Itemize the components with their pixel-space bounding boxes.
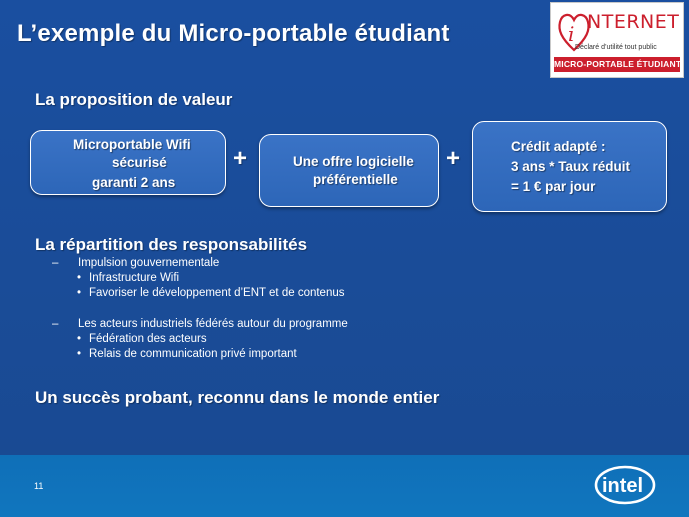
heading-responsibilities: La répartition des responsabilités xyxy=(35,235,308,254)
footer-band xyxy=(0,455,689,517)
page-number: 11 xyxy=(34,481,44,491)
logo-wordmark: NTERNET xyxy=(587,11,680,33)
intel-wordmark: intel xyxy=(602,475,644,497)
bullet-icon: • xyxy=(77,272,82,284)
intel-logo xyxy=(593,462,657,506)
box-line: Une offre logicielle xyxy=(293,154,414,169)
sub-list-item-label: Fédération des acteurs xyxy=(89,333,207,345)
box-line: garanti 2 ans xyxy=(92,175,176,190)
bullet-icon: • xyxy=(77,333,82,345)
plus-sign: + xyxy=(446,145,461,172)
box-line: Crédit adapté : xyxy=(511,139,606,154)
sub-list-item-label: Favoriser le développement d’ENT et de contenus xyxy=(89,287,345,299)
slide-title: L’exemple du Micro-portable étudiant xyxy=(17,20,450,47)
plus-sign: + xyxy=(233,145,248,172)
box-line: = 1 € par jour xyxy=(511,179,596,194)
list-item-label: Impulsion gouvernementale xyxy=(78,257,220,269)
heading-value-proposition: La proposition de valeur xyxy=(35,90,233,109)
sub-list-item-label: Relais de communication privé important xyxy=(89,348,297,360)
value-box-software xyxy=(259,134,439,207)
bullet-icon: • xyxy=(77,287,82,299)
value-box-credit xyxy=(472,121,667,212)
dash-bullet: – xyxy=(52,318,59,330)
box-line: sécurisé xyxy=(112,155,167,170)
value-box-laptop xyxy=(30,130,226,195)
internet-label-logo xyxy=(550,2,684,78)
logo-band-text: MICRO-PORTABLE ÉTUDIANT xyxy=(554,57,680,72)
box-line: Microportable Wifi xyxy=(73,137,191,152)
heading-success: Un succès probant, reconnu dans le monde entier xyxy=(35,388,440,407)
dash-bullet: – xyxy=(52,257,59,269)
box-line: préférentielle xyxy=(313,172,398,187)
svg-text:i: i xyxy=(568,22,575,46)
list-item-label: Les acteurs industriels fédérés autour du programme xyxy=(78,318,348,330)
sub-list-item-label: Infrastructure Wifi xyxy=(89,272,180,284)
box-line: 3 ans * Taux réduit xyxy=(511,159,631,174)
logo-subtitle: Déclaré d’utilité tout public xyxy=(575,44,657,51)
bullet-icon: • xyxy=(77,348,82,360)
